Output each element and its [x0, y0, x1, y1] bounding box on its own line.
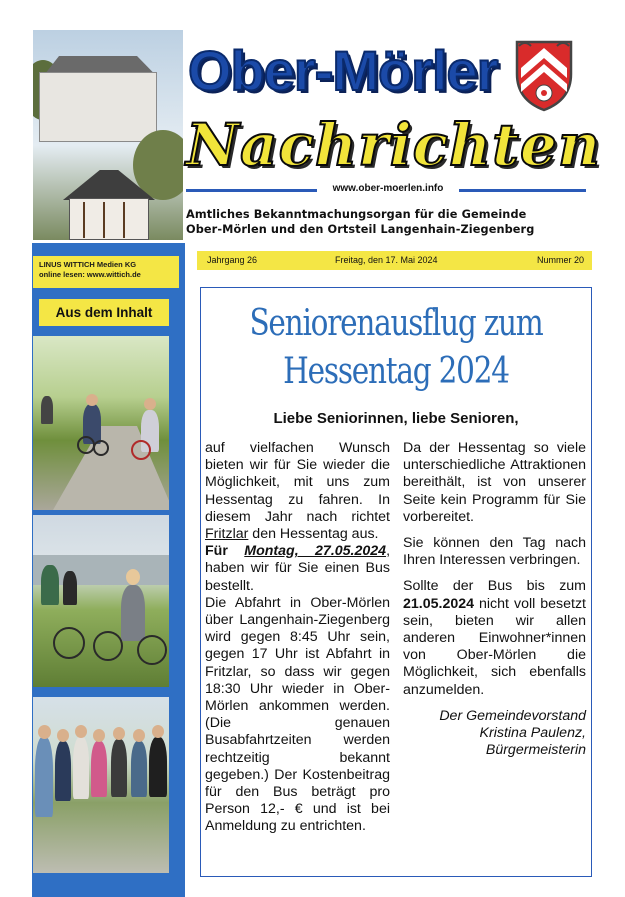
masthead-subtitle-nachrichten: Nachrichten	[186, 111, 602, 179]
coat-of-arms-icon	[513, 38, 575, 112]
issue-info-bar	[197, 251, 592, 270]
fritzlar-link[interactable]: Fritzlar	[205, 526, 249, 543]
signature-line1: Der Gemeindevorstand	[439, 707, 586, 724]
masthead-description-line1: Amtliches Bekanntmachungsorgan für die Gemeinde	[186, 208, 527, 221]
deadline-intro: Sollte der Bus bis zum	[403, 578, 586, 595]
paragraph-departure: Die Abfahrt in Ober-Mörlen über Langenhain-Ziegenberg wird gegen 8:45 Uhr sein, gegen 17 Uhr ist Abfahrt in Fritzlar, so dass wir gegen 18:30 Uhr wieder in Ober-Mörlen ankommen werden. (Die genauen Busabfahrtzeiten werden rechtzeitig bekannt gegeben.) Der Kostenbeitrag für den Bus beträgt pro Person 12,- € und ist bei Anmeldung zu entrichten.	[205, 594, 390, 835]
signature-line3: Bürgermeisterin	[485, 742, 586, 759]
article-column-right	[403, 440, 586, 759]
masthead-title: Ober-Mörler	[188, 39, 498, 102]
paragraph-deadline	[403, 578, 586, 698]
issue-number: Nummer 20	[536, 255, 584, 265]
masthead-photo	[33, 30, 183, 240]
paragraph-program: Da der Hessentag so viele unterschiedliche Attraktionen bereithält, ist von unserer Seite kein Programm für Sie vorbereitet.	[403, 440, 586, 525]
headline-line1: Seniorenausflug zum	[249, 303, 543, 344]
masthead-url[interactable]: www.ober-moerlen.info	[332, 183, 444, 194]
masthead-description	[186, 207, 586, 237]
publisher-online[interactable]: online lesen: www.wittich.de	[39, 270, 141, 279]
paragraph-interests: Sie können den Tag nach Ihren Interessen verbringen.	[403, 535, 586, 569]
article-box	[200, 287, 592, 877]
issue-volume: Jahrgang 26	[207, 255, 258, 265]
paragraph-bus: , haben wir für Sie einen Bus bestellt.	[205, 543, 391, 594]
publisher-name: LINUS WITTICH Medien KG	[39, 260, 137, 269]
article-greeting: Liebe Seniorinnen, liebe Senioren,	[273, 410, 519, 427]
trip-date: Montag, 27.05.2024	[244, 543, 387, 560]
signature-line2: Kristina Paulenz,	[479, 725, 586, 742]
photo-group-seniors	[33, 697, 169, 873]
article-headline	[236, 300, 556, 396]
paragraph-wish-end: den Hessentag aus.	[248, 526, 379, 543]
contents-label: Aus dem Inhalt	[39, 299, 169, 326]
signature	[403, 708, 586, 760]
issue-date: Freitag, den 17. Mai 2024	[335, 255, 438, 265]
deadline-date: 21.05.2024	[403, 595, 475, 612]
article-column-left	[205, 440, 390, 836]
paragraph-wish: auf vielfachen Wunsch bieten wir für Sie wieder die Möglichkeit, mit uns zum Hessentag zu fahren. In diesem Jahr nach richtet	[205, 440, 390, 525]
photo-cyclists-path	[33, 336, 169, 510]
date-prefix: Für	[205, 543, 245, 560]
publisher-box	[33, 256, 179, 288]
headline-line2: Hessentag 2024	[283, 351, 509, 392]
photo-group-bikes	[33, 515, 169, 687]
masthead-description-line2: Ober-Mörlen und den Ortsteil Langenhain-Ziegenberg	[186, 223, 535, 236]
deadline-rest: nicht voll besetzt sein, bieten wir allen anderen Einwohner*innen von Ober-Mörlen die Möglichkeit, sich ebenfalls anzumelden.	[403, 595, 586, 698]
